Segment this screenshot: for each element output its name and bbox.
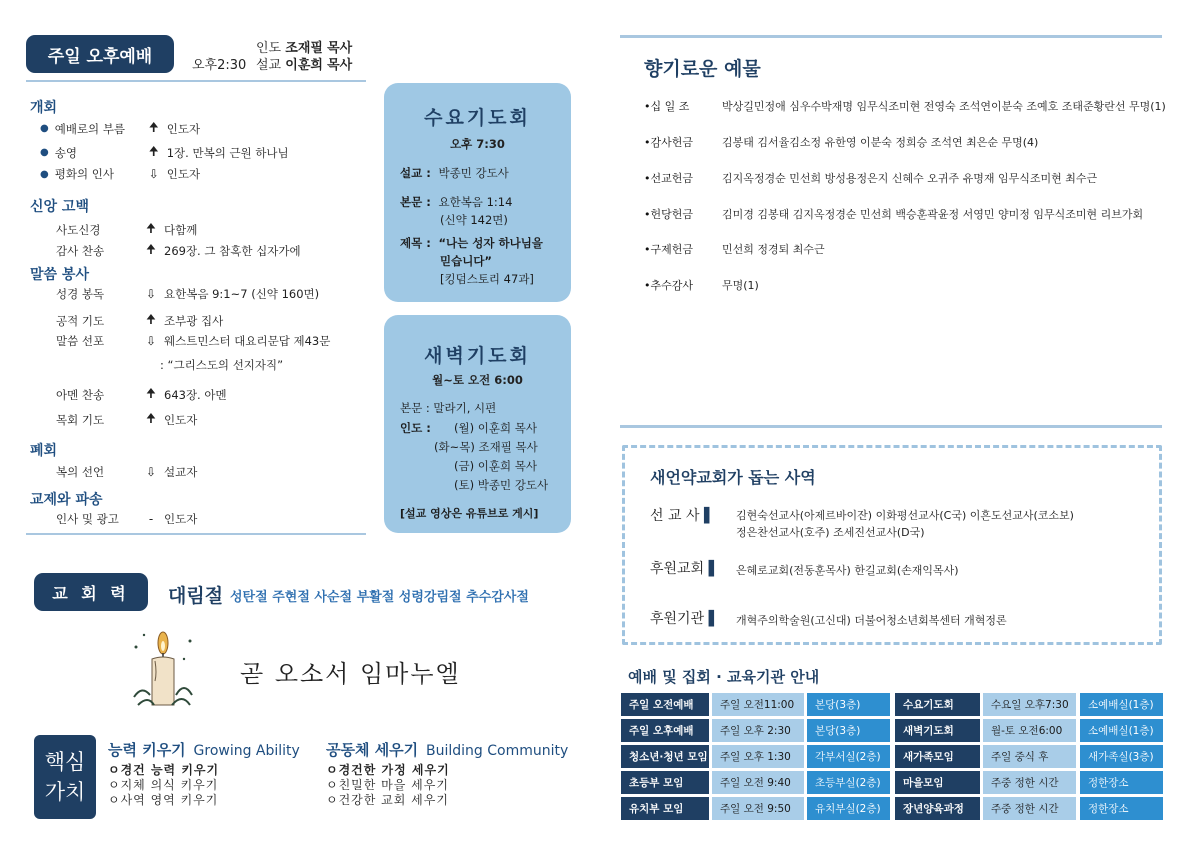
list-item: 인사 및 광고 - 인도자 <box>56 512 198 526</box>
service-leader: 인도 조재필 목사 <box>256 41 353 56</box>
dawn-prayer-box <box>384 315 571 533</box>
offering-row: •헌당헌금 김미경 김봉태 김지옥정경순 민선희 백승훈곽윤정 서영민 양미정 임무식조미현 리브가회 <box>644 208 1144 221</box>
wednesday-preacher: 설교 : 박종민 강도사 <box>400 166 509 180</box>
wednesday-subject-2: 믿습니다” <box>440 254 492 268</box>
offering-row: •감사헌금 김봉태 김서율김소정 유한영 이분숙 정희승 조석연 최은순 무명(4) <box>644 136 1039 149</box>
dawn-note: [설교 영상은 유튜브로 게시] <box>400 507 539 520</box>
offering-row: •십 일 조 박상길민정애 심우수박재명 임무식조미현 전영숙 조석연이분숙 조예호 조태준황란선 무명(1) <box>644 100 1166 113</box>
calendar-badge <box>34 573 148 611</box>
divider <box>620 35 1162 38</box>
mission-row-label: 후원기관 ▌ <box>650 611 720 627</box>
guide-cell: 수요일 오후7:30 <box>983 693 1076 716</box>
stand-up-icon: 🠉 <box>146 221 156 235</box>
guide-cell: 주일 오전예배 <box>621 693 709 716</box>
guide-cell: 소예배실(1층) <box>1080 719 1163 742</box>
guide-cell: 각부서실(2층) <box>807 745 890 768</box>
mission-row-label: 후원교회 ▌ <box>650 561 720 577</box>
guide-cell: 주일 오전 9:50 <box>712 797 804 820</box>
wednesday-title: 수요기도회 <box>424 107 531 129</box>
guide-cell: 주일 오후 2:30 <box>712 719 804 742</box>
guide-cell: 장년양육과정 <box>895 797 980 820</box>
guide-cell: 유치부실(2층) <box>807 797 890 820</box>
mission-title: 새언약교회가 돕는 사역 <box>650 468 816 487</box>
list-item: 아멘 찬송 🠉 643장. 아멘 <box>56 384 227 405</box>
guide-cell: 새가족실(3층) <box>1080 745 1163 768</box>
stand-up-icon: 🠉 <box>146 386 156 400</box>
divider <box>26 80 366 82</box>
bullet-icon: ● <box>40 123 49 134</box>
guide-cell: 주일 중식 후 <box>983 745 1076 768</box>
offering-row: •선교헌금 김지옥정경순 민선희 방성용정은지 신혜수 오귀주 유명재 임무식조미현 최수근 <box>644 172 1098 185</box>
dawn-leader: (월) 이훈희 목사 <box>454 421 537 435</box>
wednesday-series: [킹덤스토리 47과] <box>440 272 534 286</box>
dawn-leader: (토) 박종민 강도사 <box>454 478 549 492</box>
list-item: ● 평화의 인사 ⇩ 인도자 <box>40 167 201 181</box>
offering-row: •추수감사 무명(1) <box>644 279 759 292</box>
mission-row: 후원기관 ▌ 개혁주의학술원(고신대) 더불어청소년회복센터 개혁정론 <box>650 608 1007 629</box>
core-col-2-title: 공동체 세우기 Building Community <box>326 741 569 759</box>
sit-down-icon: ⇩ <box>145 287 157 301</box>
dawn-leader: (화~목) 조재필 목사 <box>434 440 538 454</box>
core-col-1-item: ㅇ지체 의식 키우기 <box>108 778 219 792</box>
stand-up-icon: 🠉 <box>146 242 156 256</box>
dawn-leader: (금) 이훈희 목사 <box>454 459 537 473</box>
list-item: 목회 기도 🠉 인도자 <box>56 409 197 430</box>
divider <box>26 533 366 535</box>
list-item: : “그리스도의 선지자직” <box>160 358 284 372</box>
list-item: 공적 기도 🠉 조부광 집사 <box>56 310 223 331</box>
list-item: 복의 선언 ⇩ 설교자 <box>56 465 198 479</box>
candle-illustration <box>128 625 198 713</box>
guide-cell: 초등부실(2층) <box>807 771 890 794</box>
sit-down-icon: ⇩ <box>145 334 157 348</box>
offerings-title: 향기로운 예물 <box>644 58 761 80</box>
guide-cell: 주일 오후예배 <box>621 719 709 742</box>
guide-cell: 본당(3층) <box>807 693 890 716</box>
list-item: 감사 찬송 🠉 269장. 그 참혹한 십자가에 <box>56 240 301 261</box>
guide-cell: 초등부 모임 <box>621 771 709 794</box>
core-col-1-item: ㅇ경건 능력 키우기 <box>108 763 220 777</box>
section-title: 교제와 파송 <box>30 492 103 508</box>
guide-cell: 정한장소 <box>1080 771 1163 794</box>
stand-up-icon: 🠉 <box>146 312 156 326</box>
wednesday-subject: 제목 : “나는 성자 하나님을 <box>400 236 543 250</box>
guide-cell: 새벽기도회 <box>895 719 980 742</box>
bullet-icon: ● <box>40 168 49 180</box>
mission-row-label: 선 교 사 ▌ <box>650 508 715 524</box>
mission-row: 후원교회 ▌ 은혜로교회(전동훈목사) 한길교회(손재익목사) <box>650 558 959 579</box>
calendar-label: 교 회 력 <box>52 583 130 603</box>
guide-cell: 본당(3층) <box>807 719 890 742</box>
guide-cell: 주중 정한 시간 <box>983 771 1076 794</box>
section-title: 개회 <box>30 100 58 116</box>
guide-cell: 주중 정한 시간 <box>983 797 1076 820</box>
sit-down-icon: ⇩ <box>145 465 157 479</box>
bullet-icon: ● <box>40 147 49 158</box>
list-item: 성경 봉독 ⇩ 요한복음 9:1~7 (신약 160면) <box>56 287 320 301</box>
guide-cell: 소예배실(1층) <box>1080 693 1163 716</box>
service-title-badge <box>26 35 174 73</box>
service-title: 주일 오후예배 <box>47 46 153 67</box>
dawn-time: 월~토 오전 6:00 <box>432 373 523 387</box>
guide-cell: 새가족모임 <box>895 745 980 768</box>
stand-up-icon: 🠉 <box>146 411 156 425</box>
service-time: 오후2:30 <box>192 58 247 73</box>
service-preacher: 설교 이훈희 목사 <box>256 58 353 73</box>
list-item: 사도신경 🠉 다함께 <box>56 219 197 240</box>
calendar-current: 대림절 <box>168 585 224 607</box>
wednesday-text: 본문 : 요한복음 1:14 <box>400 195 513 209</box>
section-title: 신앙 고백 <box>30 199 89 215</box>
guide-cell: 유치부 모임 <box>621 797 709 820</box>
dawn-text: 본문 : 말라기, 시편 <box>400 401 497 415</box>
core-col-1-item: ㅇ사역 영역 키우기 <box>108 793 219 807</box>
core-col-2-item: ㅇ건강한 교회 세우기 <box>326 793 449 807</box>
candle-icon <box>134 632 192 705</box>
list-item: ● 송영 🠉 1장. 만복의 근원 하나님 <box>40 142 289 163</box>
stand-up-icon: 🠉 <box>148 120 159 134</box>
core-col-2-item: ㅇ경건한 가정 세우기 <box>326 763 450 777</box>
advent-phrase: 곧 오소서 임마누엘 <box>240 660 461 688</box>
mission-row: 선 교 사 ▌ 김현숙선교사(아제르바이잔) 이화평선교사(C국) 이흔도선교사(코소보) 정은찬선교사(호주) 조세진선교사(D국) <box>650 505 1074 541</box>
dawn-leader-key: 인도 : <box>400 421 431 435</box>
guide-cell: 월-토 오전6:00 <box>983 719 1076 742</box>
sit-down-icon: ⇩ <box>148 167 159 181</box>
calendar-seasons: 성탄절 주현절 사순절 부활절 성령강림절 추수감사절 <box>230 590 529 605</box>
guide-cell: 청소년·청년 모임 <box>621 745 709 768</box>
section-title: 말씀 봉사 <box>30 267 89 283</box>
section-title: 폐회 <box>30 443 58 459</box>
core-col-2-item: ㅇ친밀한 마을 세우기 <box>326 778 449 792</box>
guide-cell: 마을모임 <box>895 771 980 794</box>
wednesday-prayer-box <box>384 83 571 302</box>
wednesday-text-page: (신약 142면) <box>440 213 508 227</box>
dash-icon: - <box>148 512 154 526</box>
guide-cell: 주일 오전11:00 <box>712 693 804 716</box>
offering-row: •구제헌금 민선희 정경퇴 최수근 <box>644 243 825 256</box>
core-col-1-title: 능력 키우기 Growing Ability <box>108 741 300 759</box>
guide-cell: 주일 오전 9:40 <box>712 771 804 794</box>
divider <box>620 425 1162 428</box>
guide-cell: 수요기도회 <box>895 693 980 716</box>
guide-cell: 주일 오후 1:30 <box>712 745 804 768</box>
wednesday-time: 오후 7:30 <box>450 137 505 151</box>
core-values-badge: 핵심 가치 <box>34 735 96 819</box>
stand-up-icon: 🠉 <box>148 144 159 158</box>
list-item: 말씀 선포 ⇩ 웨스트민스터 대요리문답 제43문 <box>56 334 331 348</box>
dawn-title: 새벽기도회 <box>424 345 531 367</box>
list-item: ● 예배로의 부름 🠉 인도자 <box>40 118 200 139</box>
guide-title: 예배 및 집회 · 교육기관 안내 <box>628 668 820 686</box>
guide-cell: 정한장소 <box>1080 797 1163 820</box>
